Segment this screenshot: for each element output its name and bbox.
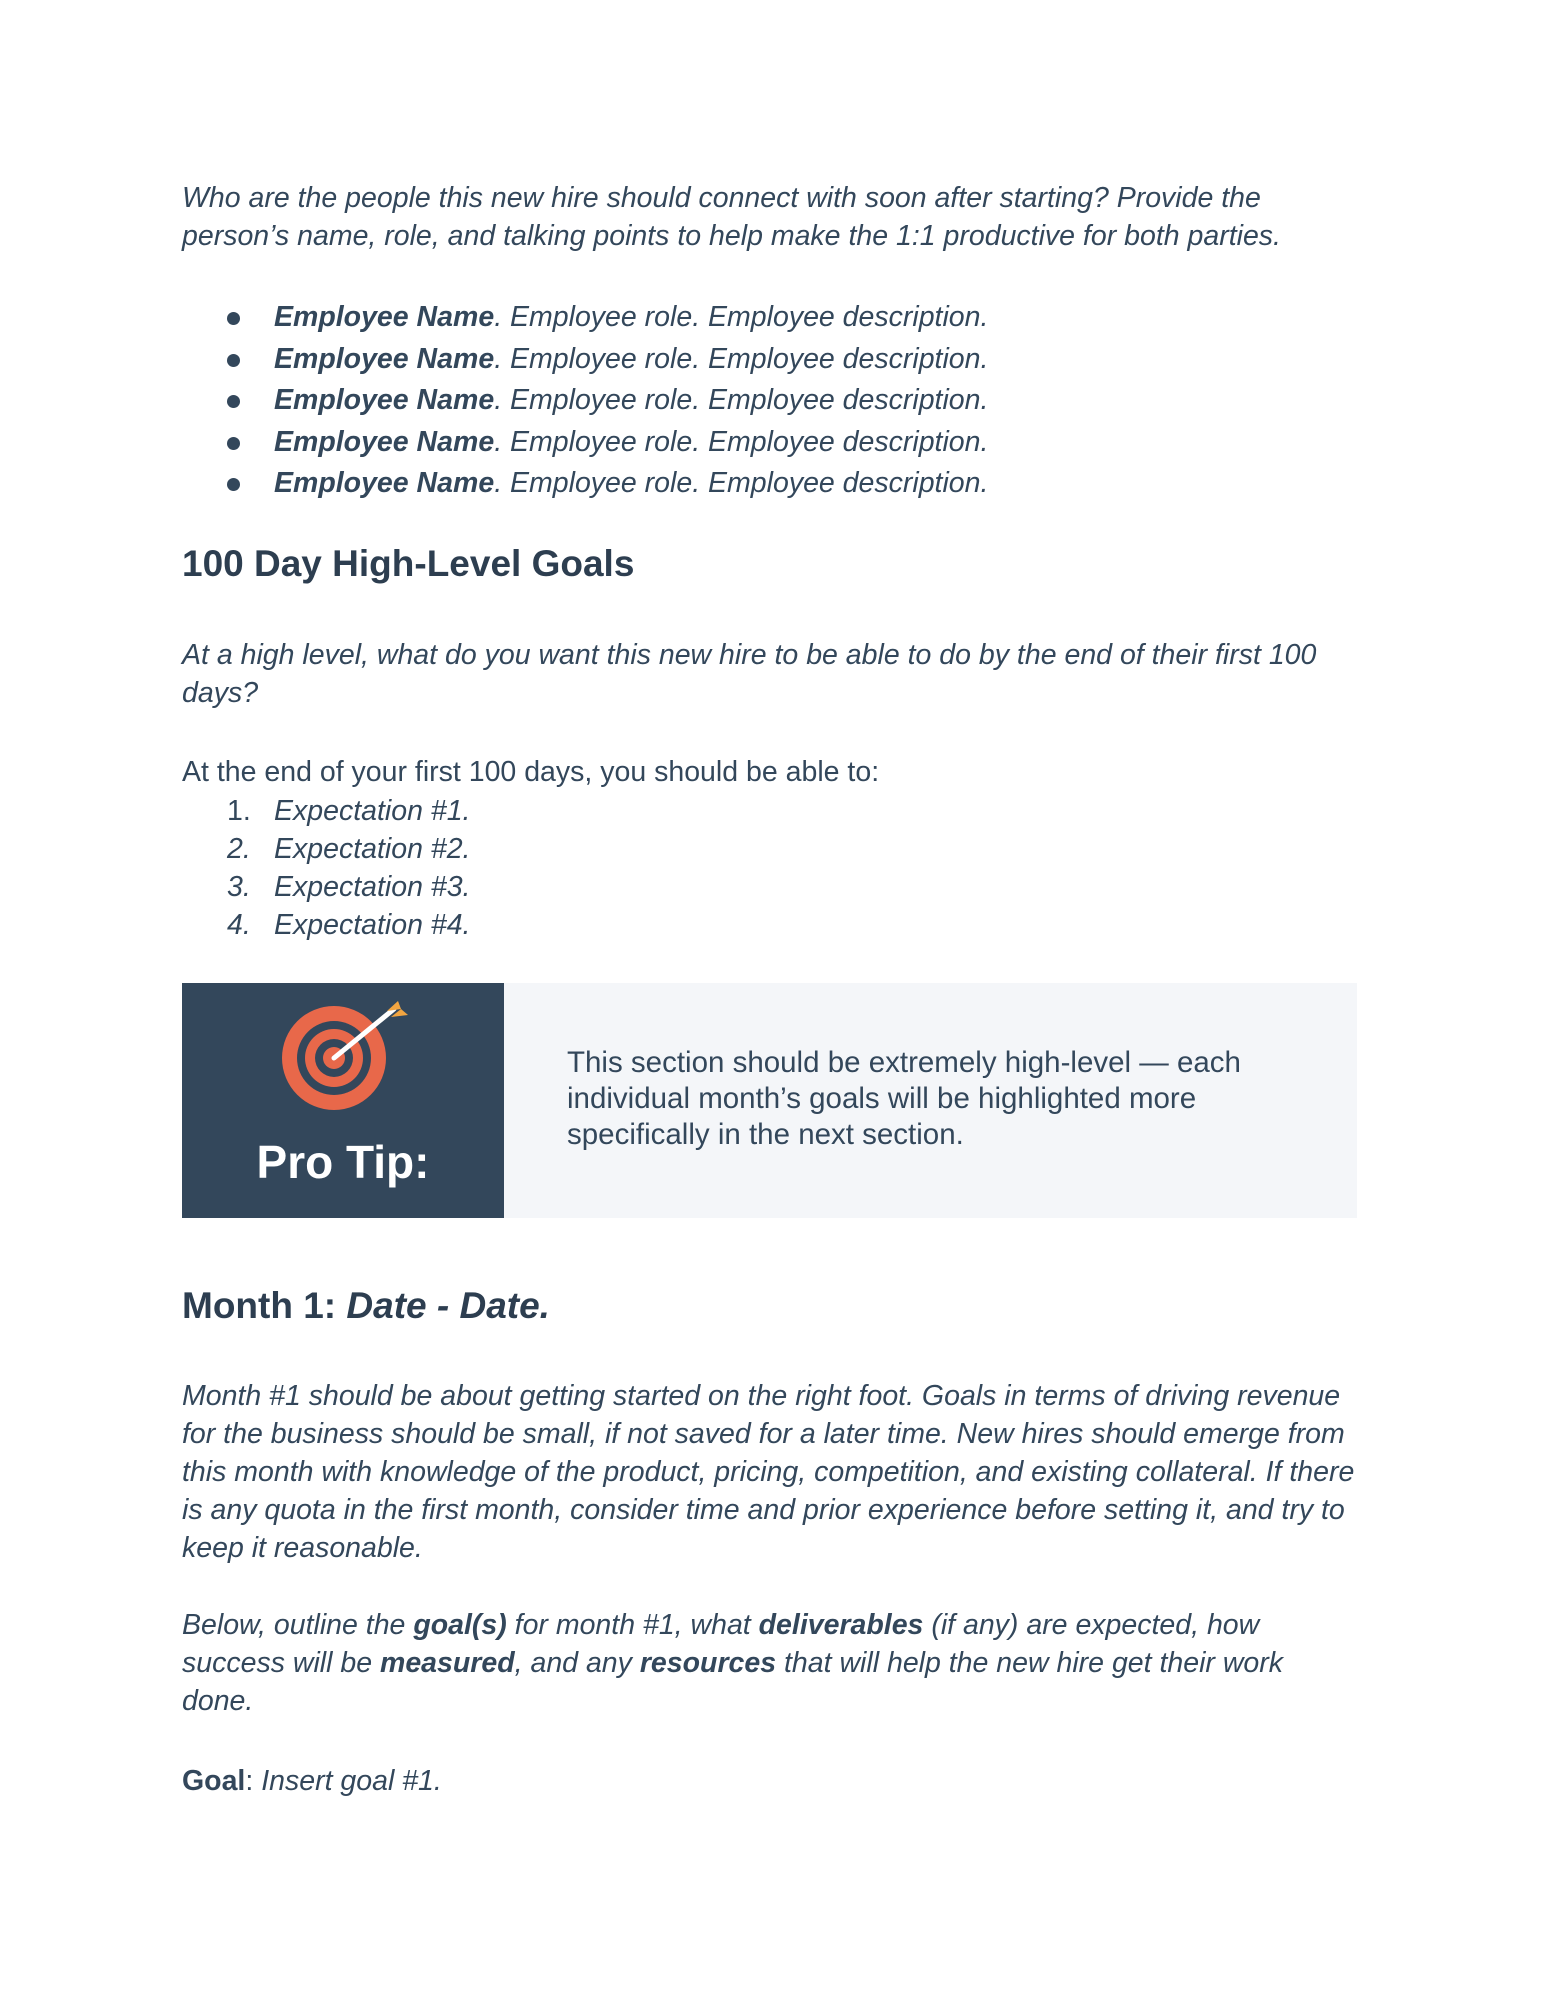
pro-tip-title: Pro Tip:: [256, 1136, 430, 1188]
employee-details: . Employee role. Employee description.: [494, 342, 989, 375]
people-list: [182, 297, 988, 505]
employee-name: Employee Name: [274, 467, 495, 499]
goals-lead: At the end of your first 100 days, you should be able to:: [182, 756, 880, 788]
connections-intro: Who are the people this new hire should connect with soon after starting? Provide the person’s name, role, and talking points to help make the 1:1 productive for both parties.: [182, 182, 1281, 252]
list-item: [182, 422, 988, 464]
bullet-icon: [227, 437, 240, 450]
employee-details: . Employee role. Employee description.: [494, 301, 989, 333]
employee-details: . Employee role. Employee description.: [494, 384, 989, 416]
goal-separator: :: [245, 1765, 262, 1797]
month1-heading: [182, 1285, 550, 1327]
goals-heading: 100 Day High-Level Goals: [182, 543, 635, 584]
month1-outline: [182, 1606, 1362, 1720]
employee-name: Employee Name: [274, 384, 495, 416]
outline-text: Below, outline the: [182, 1609, 414, 1641]
expectations-list: [182, 792, 470, 944]
list-item: [182, 463, 988, 505]
outline-text: (if any) are expected, how success will be: [182, 1609, 1260, 1679]
pro-tip-callout: [182, 983, 1357, 1218]
bullet-icon: [227, 395, 240, 408]
expectation-text: Expectation #4.: [274, 909, 471, 941]
list-number: 1.: [227, 795, 251, 827]
expectation-text: Expectation #1.: [274, 795, 471, 827]
goals-question: At a high level, what do you want this new hire to be able to do by the end of their first 100 days?: [182, 639, 1317, 709]
list-number: 2.: [227, 833, 251, 865]
pro-tip-panel: [182, 983, 504, 1218]
list-item: [182, 868, 470, 906]
list-item: [182, 380, 988, 422]
outline-text: that will help the new hire get their work done.: [182, 1647, 1284, 1717]
employee-name: Employee Name: [274, 301, 495, 333]
employee-details: . Employee role. Employee description.: [494, 467, 989, 499]
bullet-icon: [227, 354, 240, 367]
goal-label: Goal: [182, 1765, 246, 1797]
list-number: 4.: [227, 909, 251, 941]
goal-value: Insert goal #1.: [261, 1765, 442, 1797]
bullet-icon: [227, 312, 240, 325]
list-number: 3.: [227, 871, 251, 903]
list-item: [182, 297, 988, 339]
outline-emphasis: measured: [379, 1647, 515, 1679]
outline-emphasis: goal(s): [413, 1609, 507, 1641]
employee-name: Employee Name: [274, 425, 495, 458]
outline-emphasis: resources: [639, 1647, 777, 1679]
outline-text: for month #1, what: [506, 1609, 759, 1641]
month1-description: Month #1 should be about getting started on the right foot. Goals in terms of driving revenue for the business should be small, if not saved for a later time. New hires should emerge from this month with knowledge of the product, pricing, competition, and existing collateral. If there is any quota in the first month, consider time and prior experience before setting it, and try to keep it reasonable.: [182, 1380, 1355, 1564]
outline-emphasis: deliverables: [758, 1609, 924, 1641]
list-item: [182, 830, 470, 868]
list-item: [182, 339, 988, 381]
employee-details: . Employee role. Employee description.: [494, 425, 989, 458]
outline-text: , and any: [514, 1647, 640, 1679]
expectation-text: Expectation #2.: [274, 833, 471, 865]
list-item: [182, 906, 470, 944]
pro-tip-text: This section should be extremely high-level — each individual month’s goals will be highlighted more specifically in the next section.: [567, 1046, 1241, 1151]
goal-line: [182, 1762, 442, 1800]
target-icon: [277, 1001, 417, 1111]
bullet-icon: [227, 478, 240, 491]
month1-heading-prefix: Month 1:: [182, 1285, 347, 1326]
expectation-text: Expectation #3.: [274, 871, 471, 903]
employee-name: Employee Name: [274, 342, 495, 375]
month1-date-range: Date - Date.: [346, 1285, 550, 1326]
list-item: [182, 792, 470, 830]
